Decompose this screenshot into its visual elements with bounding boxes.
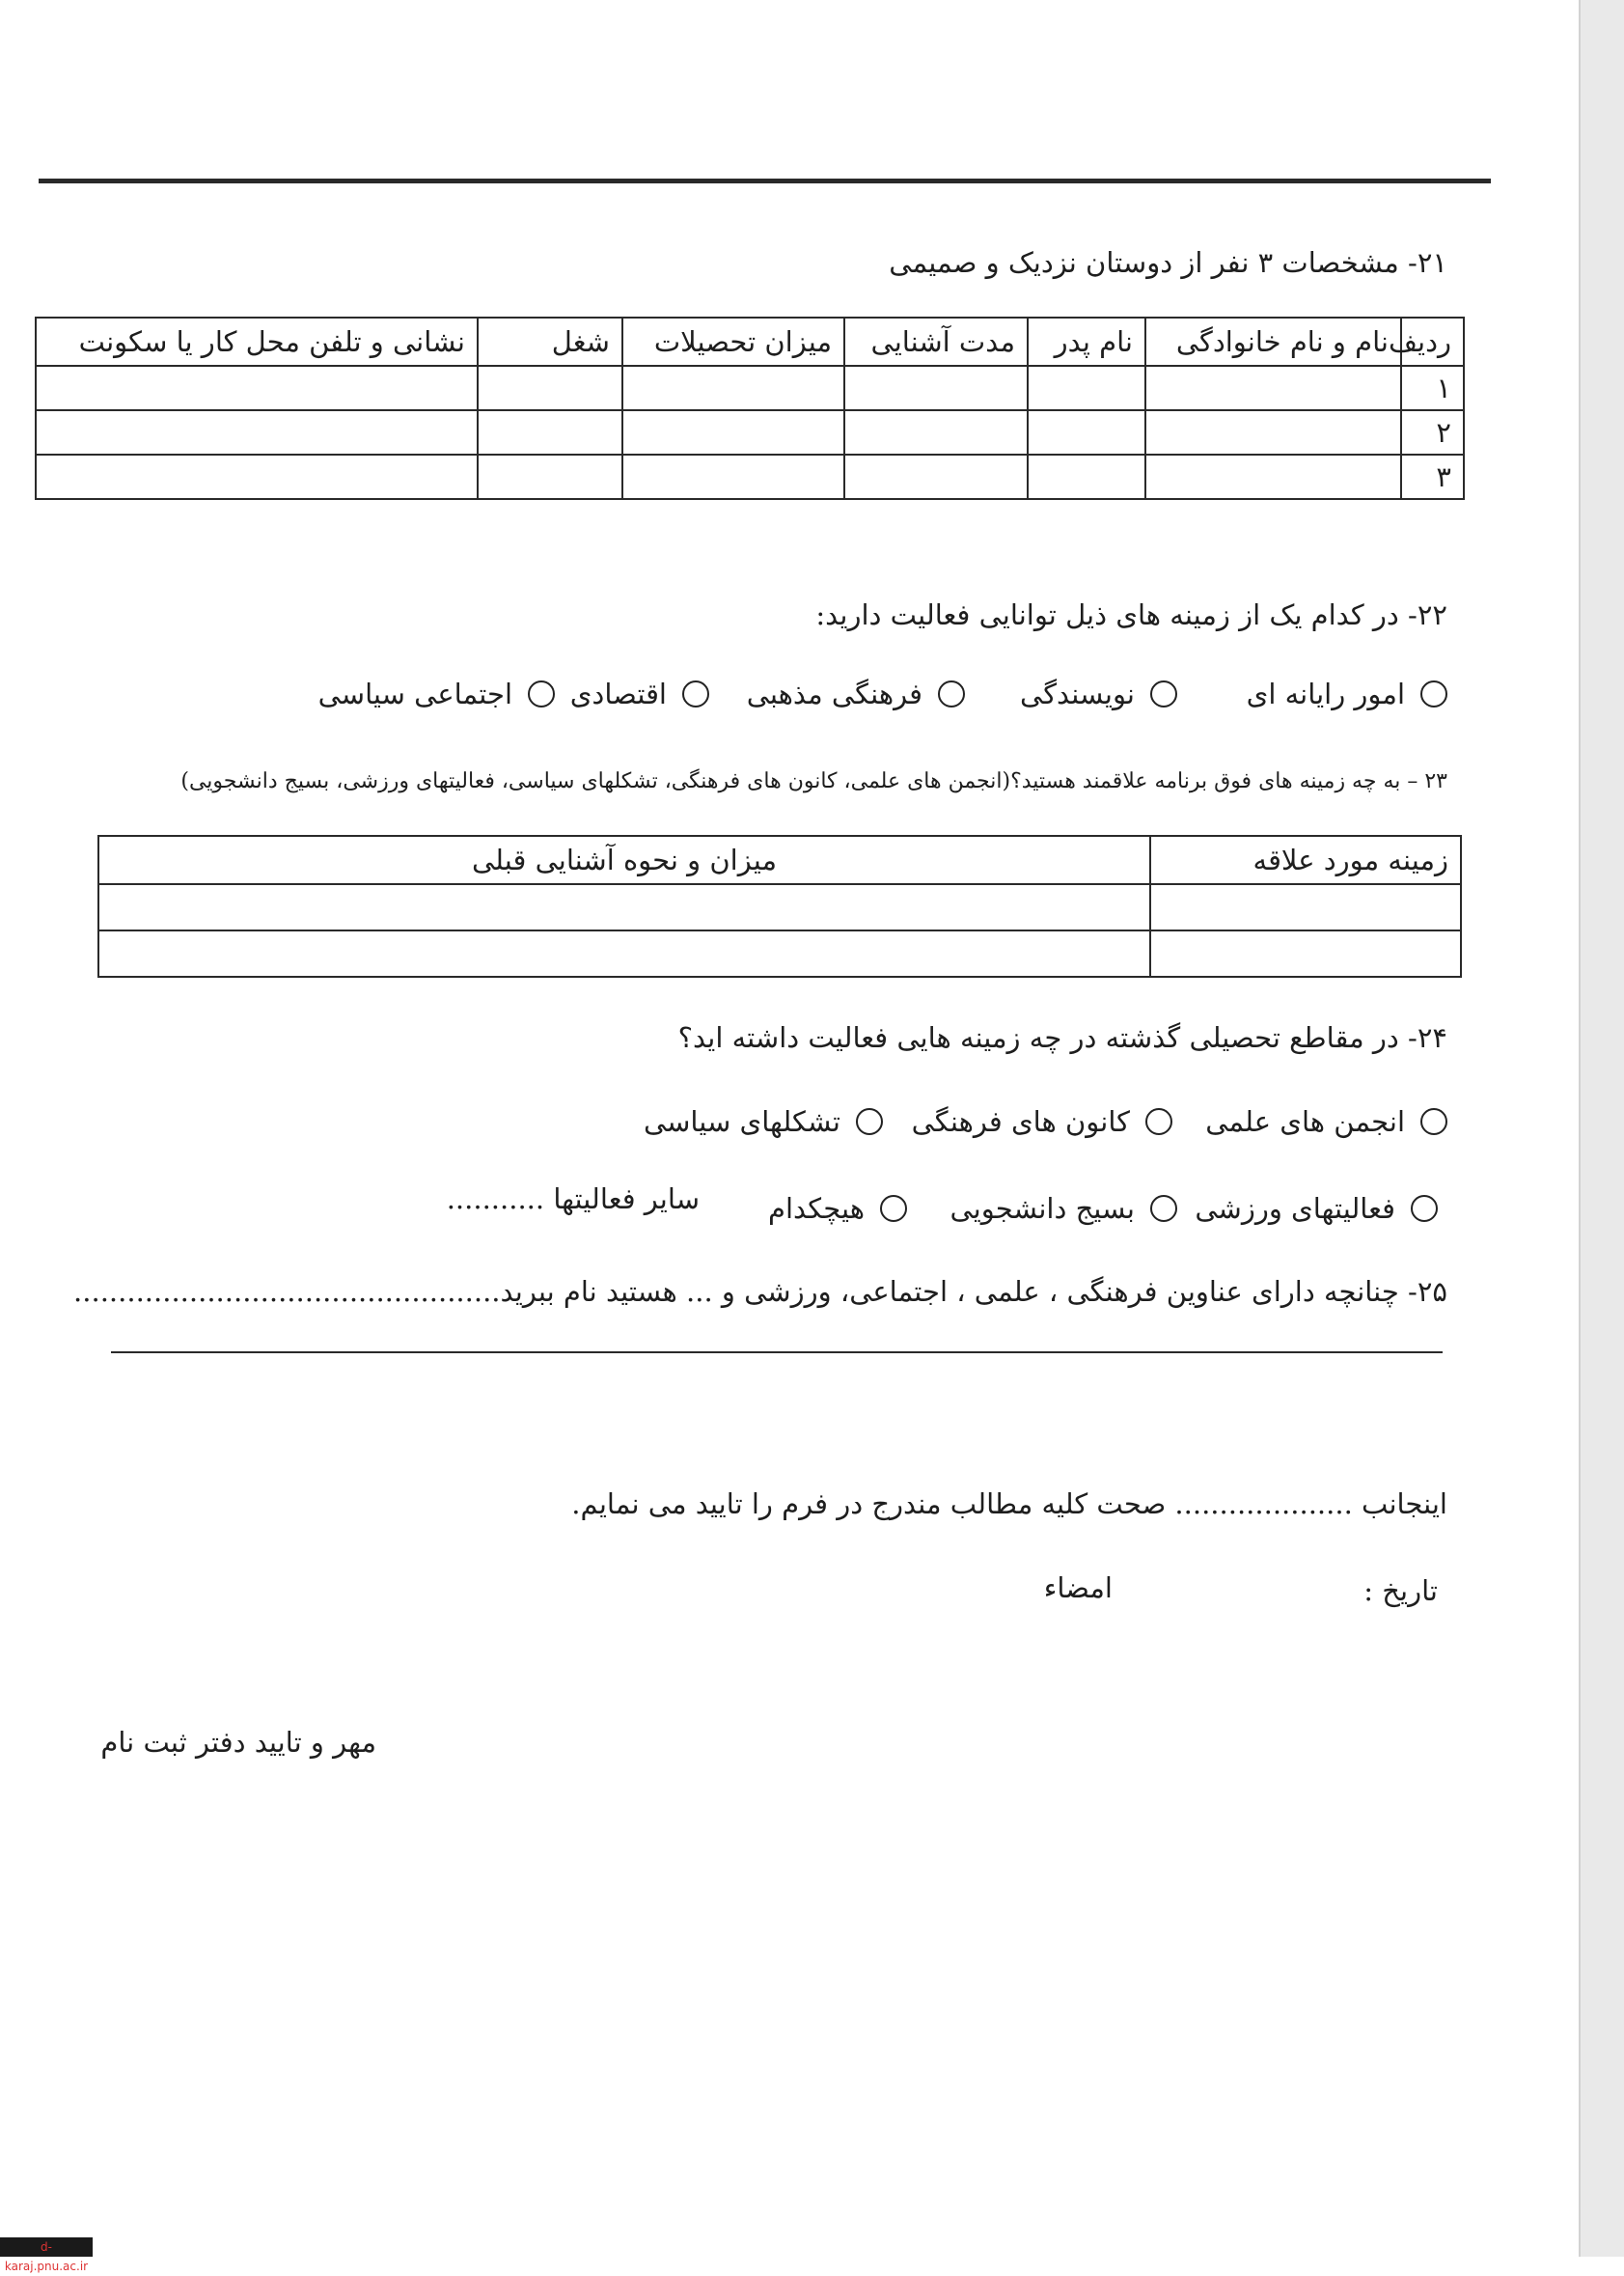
option-computer[interactable] — [1247, 678, 1447, 710]
cell-father-name[interactable] — [1028, 366, 1145, 410]
cell-address[interactable] — [36, 410, 478, 455]
col-familiarity: میزان و نحوه آشنایی قبلی — [98, 836, 1150, 884]
table-row — [98, 930, 1461, 977]
radio-circle-icon[interactable] — [528, 680, 555, 708]
radio-circle-icon[interactable] — [1150, 680, 1177, 708]
cell-father-name[interactable] — [1028, 410, 1145, 455]
cell-occupation[interactable] — [478, 410, 622, 455]
col-radif: ردیف — [1401, 318, 1464, 366]
cell-address[interactable] — [36, 366, 478, 410]
cell-occupation[interactable] — [478, 455, 622, 499]
col-full-name: نام و نام خانوادگی — [1145, 318, 1401, 366]
option-social-political[interactable] — [318, 678, 555, 710]
radio-circle-icon[interactable] — [1411, 1195, 1438, 1222]
cell-occupation[interactable] — [478, 366, 622, 410]
q24-title: ۲۴- در مقاطع تحصیلی گذشته در چه زمینه هایی فعالیت داشته اید؟ — [677, 1021, 1447, 1054]
scan-edge-strip — [1579, 0, 1624, 2257]
radio-circle-icon[interactable] — [1420, 680, 1447, 708]
stamp-label: مهر و تایید دفتر ثبت نام — [100, 1726, 376, 1759]
other-activities-label: سایر فعالیتها ........... — [446, 1182, 700, 1215]
option-sports[interactable] — [1195, 1192, 1438, 1225]
radio-circle-icon[interactable] — [1420, 1108, 1447, 1135]
option-cultural-religious[interactable] — [747, 678, 965, 710]
cell-interest-field[interactable] — [1150, 930, 1461, 977]
cell-full-name[interactable] — [1145, 410, 1401, 455]
cell-address[interactable] — [36, 455, 478, 499]
table-row — [36, 410, 1464, 455]
table-row — [98, 884, 1461, 930]
col-acquaintance-duration: مدت آشنایی — [844, 318, 1028, 366]
cell-interest-field[interactable] — [1150, 884, 1461, 930]
q25-title: ۲۵- چنانچه دارای عناوین فرهنگی ، علمی ، اجتماعی، ورزشی و ... هستید نام ببرید................................................ — [73, 1275, 1447, 1308]
option-label: نویسندگی — [1020, 678, 1135, 710]
option-label: فرهنگی مذهبی — [746, 678, 922, 710]
table-row — [36, 455, 1464, 499]
q23-title: ۲۳ – به چه زمینه های فوق برنامه علاقمند هستید؟(انجمن های علمی، کانون های فرهنگی، تشکلهای سیاسی، فعالیتهای ورزشی، بسیج دانشجویی) — [180, 769, 1447, 793]
option-label: کانون های فرهنگی — [911, 1105, 1130, 1138]
option-label: تشکلهای سیاسی — [643, 1105, 840, 1138]
option-label: امور رایانه ای — [1246, 678, 1405, 710]
option-label: اقتصادی — [569, 678, 667, 710]
cell-duration[interactable] — [844, 366, 1028, 410]
cell-full-name[interactable] — [1145, 455, 1401, 499]
cell-education[interactable] — [622, 366, 844, 410]
col-interest-field: زمینه مورد علاقه — [1150, 836, 1461, 884]
option-label: انجمن های علمی — [1205, 1105, 1405, 1138]
table-row — [36, 366, 1464, 410]
friends-table-header — [36, 318, 1464, 366]
option-cultural-centers[interactable] — [912, 1105, 1172, 1138]
cell-familiarity[interactable] — [98, 930, 1150, 977]
top-divider — [39, 179, 1491, 183]
row-number: ۳ — [1401, 455, 1464, 499]
col-occupation: شغل — [478, 318, 622, 366]
radio-circle-icon[interactable] — [938, 680, 965, 708]
date-label: تاریخ : — [1363, 1574, 1438, 1607]
row-number: ۲ — [1401, 410, 1464, 455]
friends-table — [35, 317, 1465, 500]
cell-education[interactable] — [622, 410, 844, 455]
q25-answer-line — [111, 1351, 1443, 1353]
signature-label: امضاء — [1043, 1571, 1113, 1604]
option-label: فعالیتهای ورزشی — [1195, 1192, 1395, 1225]
cell-father-name[interactable] — [1028, 455, 1145, 499]
interests-table-header — [98, 836, 1461, 884]
cell-education[interactable] — [622, 455, 844, 499]
col-father-name: نام پدر — [1028, 318, 1145, 366]
col-education: میزان تحصیلات — [622, 318, 844, 366]
option-scientific-associations[interactable] — [1205, 1105, 1447, 1138]
footer-site-tag: d-karaj.pnu.ac.ir — [0, 2237, 93, 2257]
col-address-phone: نشانی و تلفن محل کار یا سکونت — [36, 318, 478, 366]
radio-circle-icon[interactable] — [682, 680, 709, 708]
radio-circle-icon[interactable] — [1145, 1108, 1172, 1135]
option-label: بسیج دانشجویی — [950, 1192, 1135, 1225]
cell-full-name[interactable] — [1145, 366, 1401, 410]
option-label: هیچکدام — [767, 1192, 865, 1225]
option-writing[interactable] — [1020, 678, 1177, 710]
option-label: اجتماعی سیاسی — [317, 678, 512, 710]
row-number: ۱ — [1401, 366, 1464, 410]
q21-title: ۲۱- مشخصات ۳ نفر از دوستان نزدیک و صمیمی — [889, 246, 1447, 279]
radio-circle-icon[interactable] — [856, 1108, 883, 1135]
option-none[interactable] — [768, 1192, 907, 1225]
q22-title: ۲۲- در کدام یک از زمینه های ذیل توانایی فعالیت دارید: — [815, 598, 1447, 631]
cell-duration[interactable] — [844, 455, 1028, 499]
radio-circle-icon[interactable] — [880, 1195, 907, 1222]
radio-circle-icon[interactable] — [1150, 1195, 1177, 1222]
interests-table — [97, 835, 1462, 978]
cell-familiarity[interactable] — [98, 884, 1150, 930]
option-basij[interactable] — [950, 1192, 1178, 1225]
option-political-groups[interactable] — [644, 1105, 883, 1138]
cell-duration[interactable] — [844, 410, 1028, 455]
declaration-text: اینجانب .................... صحت کلیه مطالب مندرج در فرم را تایید می نمایم. — [571, 1487, 1447, 1520]
option-economic[interactable] — [570, 678, 709, 710]
